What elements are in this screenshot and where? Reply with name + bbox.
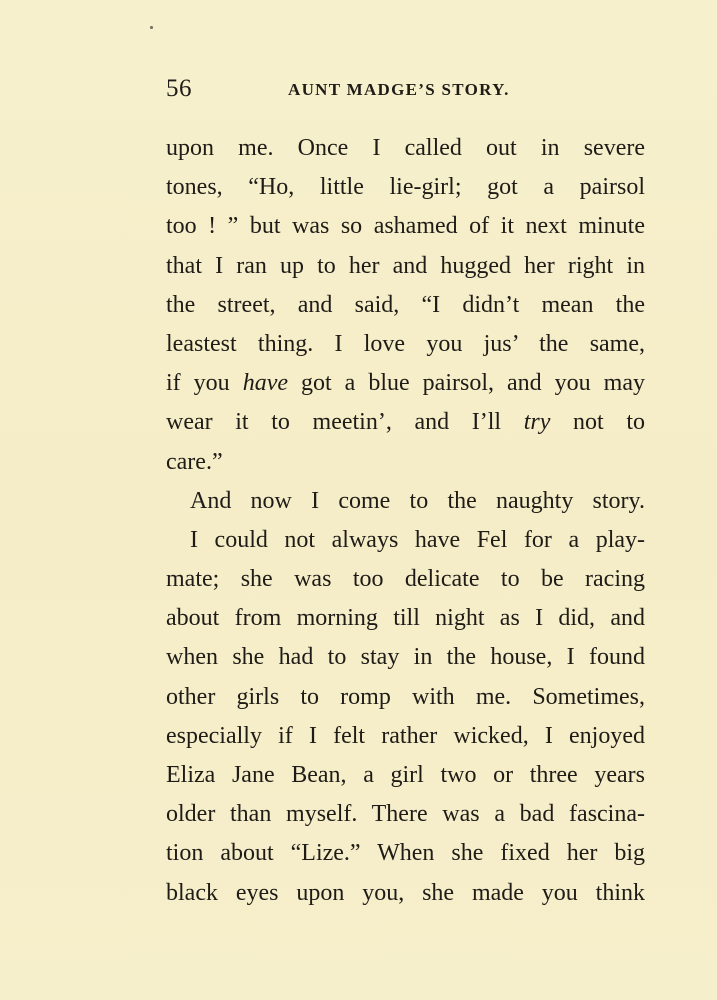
text-line: too ! ” but was so ashamed of it next minute: [166, 213, 645, 240]
text-line: Eliza Jane Bean, a girl two or three years: [166, 762, 645, 788]
emphasis-text: try: [523, 409, 551, 436]
text-line: black eyes upon you, she made you think: [166, 879, 645, 906]
text-line: mate; she was too delicate to be racing: [166, 566, 645, 593]
text-line: [166, 364, 645, 403]
page-number: 56: [166, 75, 192, 102]
text-line: [166, 403, 645, 442]
text-line: tones, “Ho, little lie-girl; got a pairsol: [166, 174, 645, 201]
text-run: not to: [550, 409, 645, 436]
running-head: AUNT MADGE’S STORY.: [288, 80, 510, 99]
text-line: And now I come to the naughty story.: [190, 487, 645, 514]
text-line: care.”: [166, 448, 223, 475]
text-line: other girls to romp with me. Sometimes,: [166, 683, 645, 710]
text-line: about from morning till night as I did, and: [166, 605, 645, 632]
body-text: [166, 129, 645, 913]
text-run: wear it to meetin’, and I’ll: [166, 409, 524, 436]
text-run: got a blue pairsol, and you may: [288, 370, 645, 397]
ink-speck: [150, 26, 153, 29]
text-line: I could not always have Fel for a play-: [190, 526, 645, 553]
page-header: [166, 74, 646, 104]
text-line: older than myself. There was a bad fascina-: [166, 801, 645, 828]
text-line: the street, and said, “I didn’t mean the: [166, 291, 645, 318]
text-line: especially if I felt rather wicked, I enjoyed: [166, 722, 645, 749]
text-line: when she had to stay in the house, I found: [166, 644, 645, 671]
text-line: tion about “Lize.” When she fixed her big: [166, 840, 645, 867]
text-run: if you: [166, 370, 243, 397]
text-line: upon me. Once I called out in severe: [166, 135, 645, 161]
text-line: leastest thing. I love you jus’ the same,: [166, 330, 645, 357]
text-line: that I ran up to her and hugged her right in: [166, 252, 645, 279]
emphasis-text: have: [242, 370, 288, 397]
